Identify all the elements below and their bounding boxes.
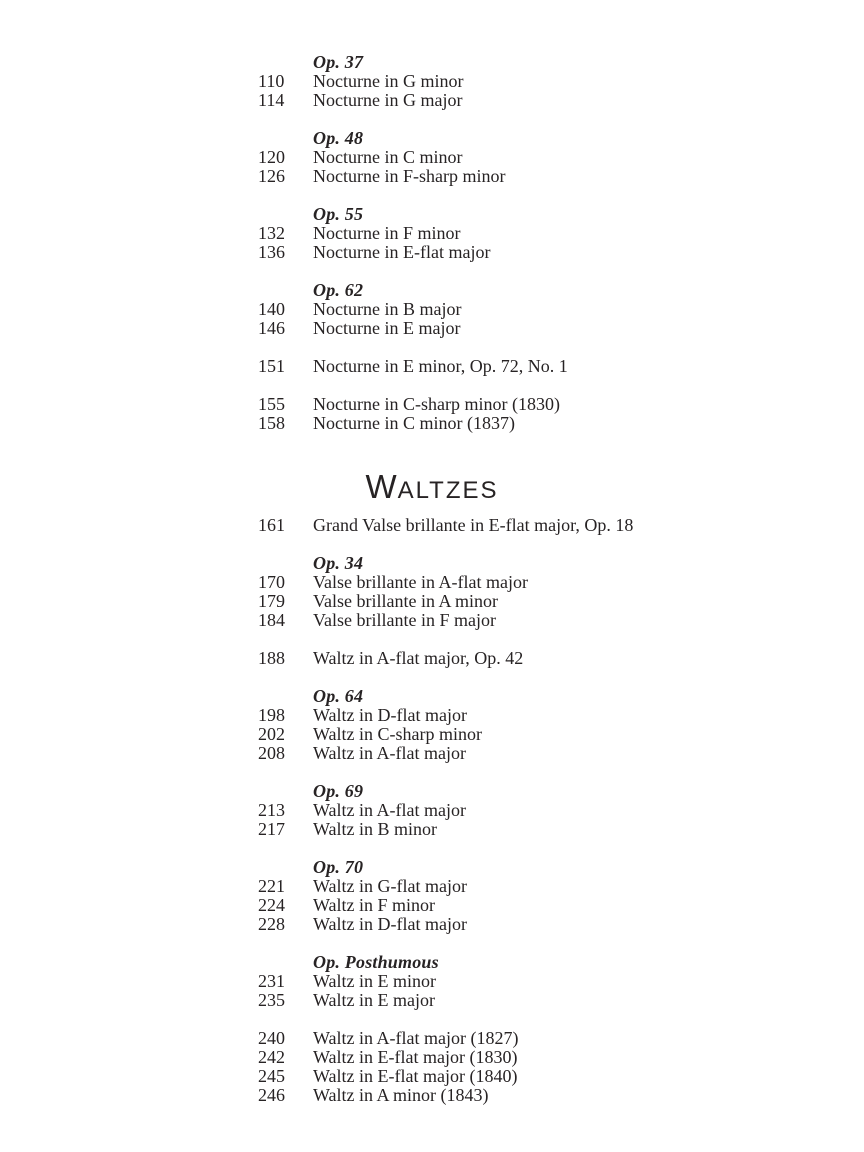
toc-row [0, 224, 864, 243]
page-number: 170 [258, 572, 285, 592]
piece-title: Nocturne in C minor [313, 147, 463, 167]
page-number: 198 [258, 705, 285, 725]
toc-row [0, 319, 864, 338]
toc-row [0, 991, 864, 1010]
waltzes-heading-initial: W [365, 468, 398, 505]
piece-title: Grand Valse brillante in E-flat major, Op. 18 [313, 515, 634, 535]
page-number: 202 [258, 724, 285, 744]
toc-row [0, 744, 864, 763]
toc-group [0, 357, 864, 376]
toc-row [0, 72, 864, 91]
page-number: 120 [258, 147, 285, 167]
page-number: 151 [258, 356, 285, 376]
piece-title: Nocturne in F-sharp minor [313, 166, 506, 186]
nocturnes-toc-list [0, 0, 864, 433]
toc-row [0, 1029, 864, 1048]
page-number: 231 [258, 971, 285, 991]
toc-row [0, 896, 864, 915]
piece-title: Nocturne in E minor, Op. 72, No. 1 [313, 356, 568, 376]
piece-title: Waltz in E minor [313, 971, 437, 991]
waltzes-heading-rest: ALTZES [397, 477, 499, 504]
page-number: 213 [258, 800, 285, 820]
page-number: 224 [258, 895, 285, 915]
toc-row [0, 516, 864, 535]
piece-title: Waltz in E major [313, 990, 436, 1010]
toc-group [0, 53, 864, 110]
piece-title: Valse brillante in F major [313, 610, 496, 630]
piece-title: Nocturne in B major [313, 299, 462, 319]
waltzes-toc-list [0, 516, 864, 1105]
toc-group [0, 782, 864, 839]
piece-title: Nocturne in F minor [313, 223, 461, 243]
page-number: 179 [258, 591, 285, 611]
page-number: 242 [258, 1047, 285, 1067]
page-number: 161 [258, 515, 285, 535]
page-number: 114 [258, 90, 285, 110]
toc-row [0, 1086, 864, 1105]
piece-title: Waltz in E-flat major (1840) [313, 1066, 518, 1086]
toc-row [0, 725, 864, 744]
page-number: 221 [258, 876, 285, 896]
piece-title: Waltz in G-flat major [313, 876, 467, 896]
toc-group [0, 516, 864, 535]
toc-row [0, 1048, 864, 1067]
toc-row [0, 243, 864, 262]
piece-title: Waltz in A-flat major [313, 743, 466, 763]
piece-title: Waltz in C-sharp minor [313, 724, 483, 744]
toc-row [0, 592, 864, 611]
page-number: 155 [258, 394, 285, 414]
page-number: 188 [258, 648, 285, 668]
piece-title: Valse brillante in A minor [313, 591, 498, 611]
opus-header: Op. 48 [313, 128, 364, 148]
opus-header: Op. 64 [313, 686, 364, 706]
toc-row [0, 167, 864, 186]
toc-group [0, 129, 864, 186]
piece-title: Waltz in E-flat major (1830) [313, 1047, 518, 1067]
opus-header: Op. 70 [313, 857, 364, 877]
page-number: 240 [258, 1028, 285, 1048]
page-number: 246 [258, 1085, 285, 1105]
piece-title: Nocturne in G minor [313, 71, 464, 91]
page-number: 208 [258, 743, 285, 763]
piece-title: Waltz in A-flat major [313, 800, 466, 820]
toc-row [0, 1067, 864, 1086]
toc-row [0, 414, 864, 433]
toc-group [0, 395, 864, 433]
toc-row [0, 573, 864, 592]
piece-title: Waltz in A minor (1843) [313, 1085, 489, 1105]
toc-row [0, 972, 864, 991]
toc-row [0, 611, 864, 630]
toc-group [0, 1029, 864, 1105]
page-number: 136 [258, 242, 285, 262]
piece-title: Nocturne in G major [313, 90, 463, 110]
piece-title: Valse brillante in A-flat major [313, 572, 528, 592]
piece-title: Waltz in D-flat major [313, 914, 467, 934]
opus-header: Op. 37 [313, 52, 364, 72]
waltzes-heading [0, 468, 864, 507]
toc-row [0, 706, 864, 725]
toc-group [0, 281, 864, 338]
toc-row [0, 649, 864, 668]
piece-title: Waltz in D-flat major [313, 705, 467, 725]
page-number: 126 [258, 166, 285, 186]
toc-group [0, 205, 864, 262]
toc-row [0, 395, 864, 414]
toc-group [0, 953, 864, 1010]
toc-row [0, 300, 864, 319]
page-number: 245 [258, 1066, 285, 1086]
piece-title: Waltz in B minor [313, 819, 438, 839]
page-number: 158 [258, 413, 285, 433]
piece-title: Nocturne in E-flat major [313, 242, 491, 262]
page-number: 235 [258, 990, 285, 1010]
opus-header: Op. 62 [313, 280, 364, 300]
piece-title: Waltz in A-flat major, Op. 42 [313, 648, 524, 668]
piece-title: Nocturne in C-sharp minor (1830) [313, 394, 560, 414]
page-number: 217 [258, 819, 285, 839]
opus-header: Op. Posthumous [313, 952, 439, 972]
piece-title: Waltz in A-flat major (1827) [313, 1028, 519, 1048]
toc-group [0, 687, 864, 763]
opus-header: Op. 55 [313, 204, 364, 224]
toc-row [0, 148, 864, 167]
piece-title: Waltz in F minor [313, 895, 436, 915]
toc-group [0, 649, 864, 668]
opus-header: Op. 34 [313, 553, 364, 573]
toc-row [0, 357, 864, 376]
toc-row [0, 801, 864, 820]
piece-title: Nocturne in E major [313, 318, 461, 338]
toc-row [0, 91, 864, 110]
toc-row [0, 820, 864, 839]
page-number: 110 [258, 71, 285, 91]
page-number: 146 [258, 318, 285, 338]
toc-group [0, 554, 864, 630]
piece-title: Nocturne in C minor (1837) [313, 413, 515, 433]
page-number: 140 [258, 299, 285, 319]
toc-row [0, 877, 864, 896]
page-number: 228 [258, 914, 285, 934]
page-number: 184 [258, 610, 285, 630]
page-number: 132 [258, 223, 285, 243]
toc-group [0, 858, 864, 934]
opus-header: Op. 69 [313, 781, 364, 801]
toc-row [0, 915, 864, 934]
